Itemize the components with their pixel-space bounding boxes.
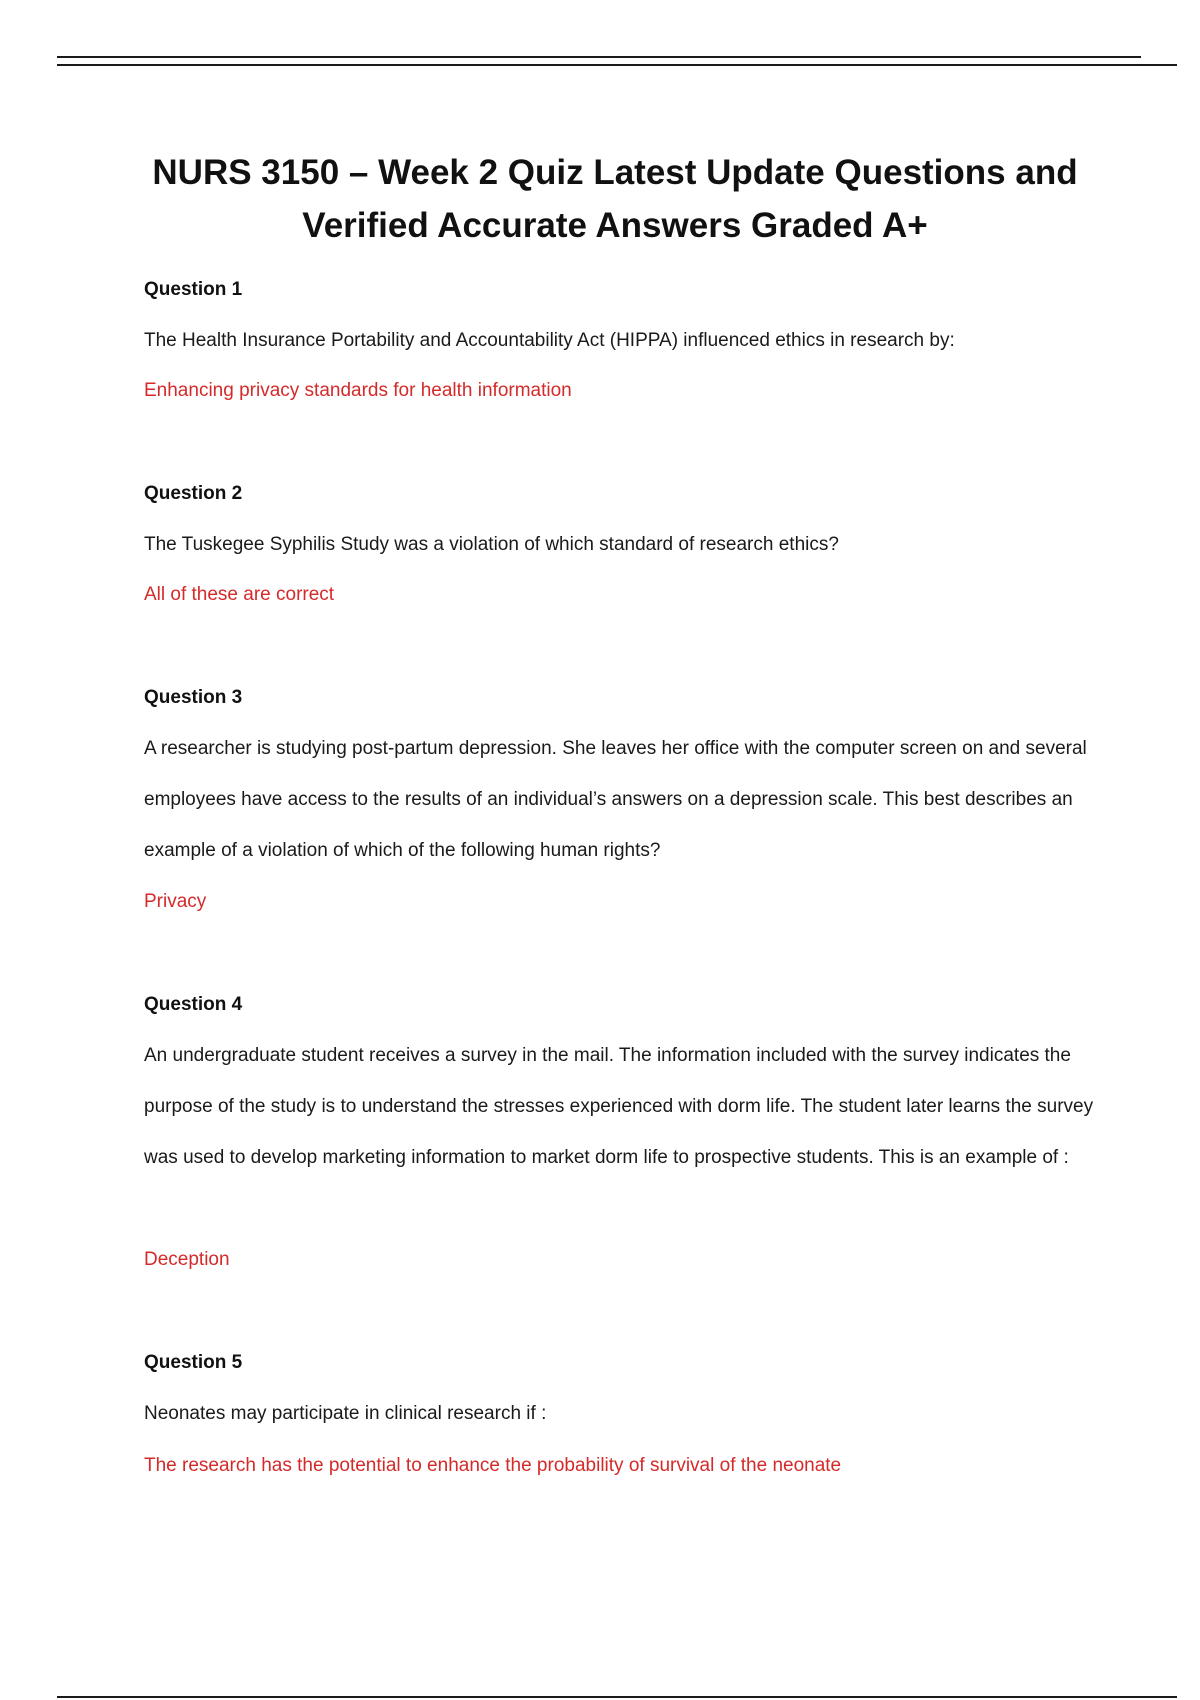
question-label: Question 2 [144, 483, 243, 504]
answer-text: Enhancing privacy standards for health information [144, 380, 572, 401]
question-label: Question 1 [144, 279, 243, 300]
question-text: A researcher is studying post-partum depression. She leaves her office with the computer screen on and several employees have access to the results of an individual’s answers on a depression scale. This best describes an example of a violation of which of the following human rights? [144, 738, 1087, 861]
question-text: The Tuskegee Syphilis Study was a violation of which standard of research ethics? [144, 534, 839, 555]
footer-rule [57, 1696, 1177, 1698]
answer-text: All of these are correct [144, 584, 335, 605]
question-text: The Health Insurance Portability and Accountability Act (HIPPA) influenced ethics in research by: [144, 330, 955, 351]
question-label: Question 3 [144, 687, 243, 708]
header-rule-1 [57, 56, 1141, 58]
question-text: An undergraduate student receives a survey in the mail. The information included with the survey indicates the purpose of the study is to understand the stresses experienced with dorm life. The student later learns the survey was used to develop marketing information to market dorm life to prospective students. This is an example of : [144, 1045, 1094, 1168]
question-label: Question 5 [144, 1352, 243, 1373]
answer-text: Privacy [144, 891, 207, 912]
answer-text: The research has the potential to enhance the probability of survival of the neonate [144, 1455, 842, 1476]
document-title: NURS 3150 – Week 2 Quiz Latest Update Questions and Verified Accurate Answers Graded A+ [152, 153, 1078, 245]
answer-text: Deception [144, 1249, 230, 1270]
question-text: Neonates may participate in clinical research if : [144, 1403, 547, 1424]
question-label: Question 4 [144, 994, 243, 1015]
header-rule-2 [57, 64, 1177, 66]
